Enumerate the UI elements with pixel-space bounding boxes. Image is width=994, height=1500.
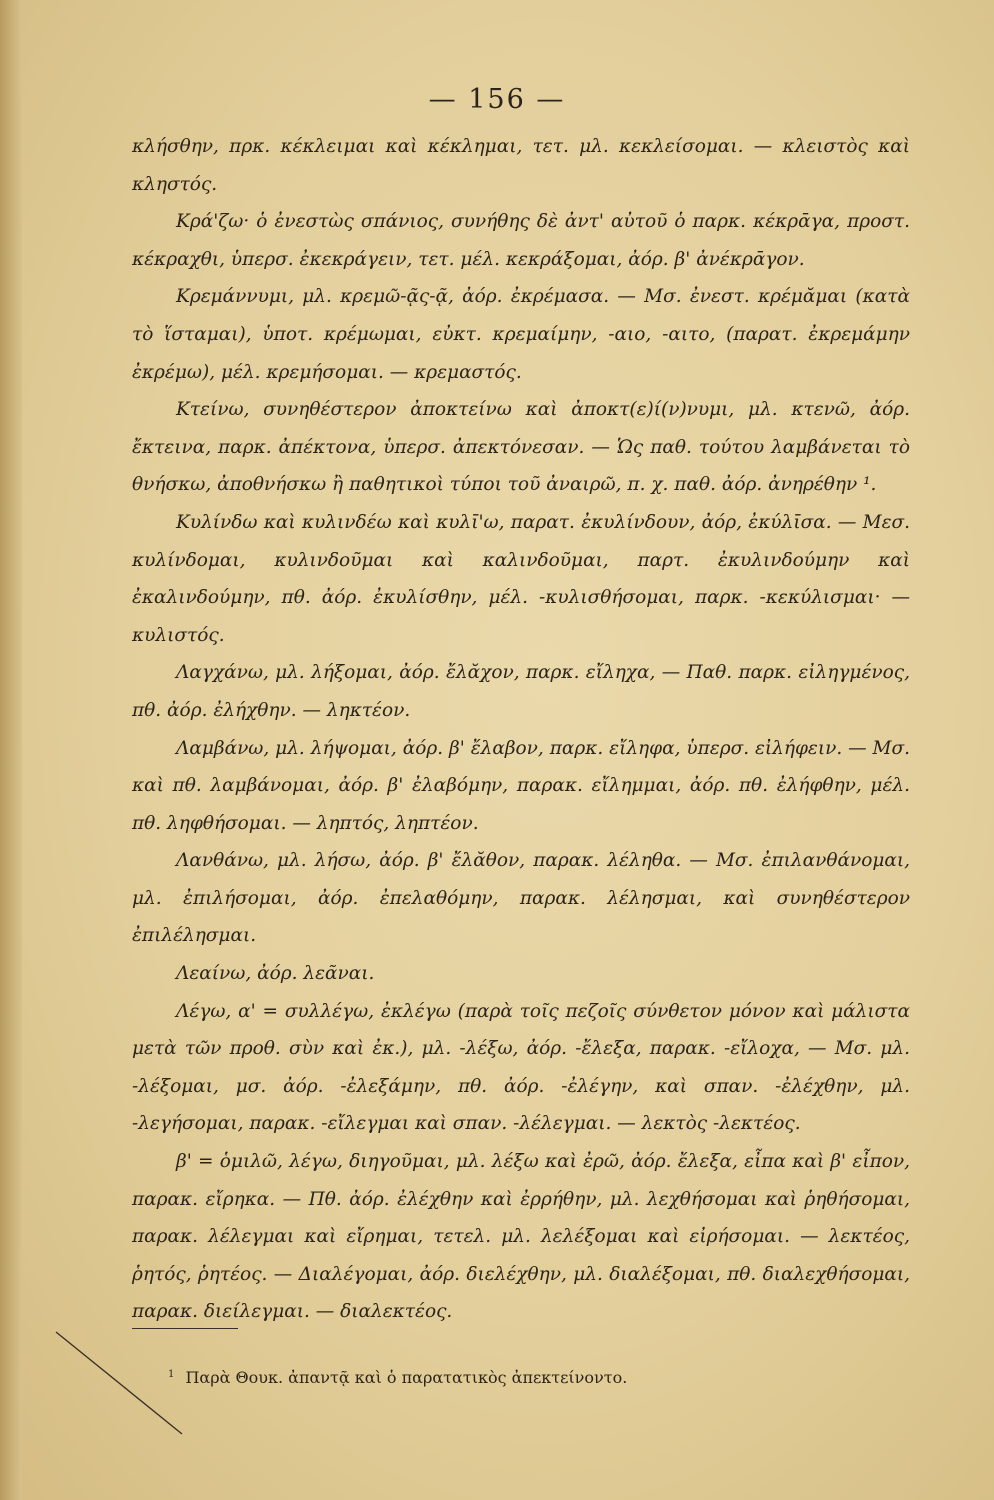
- body-text: [132, 128, 910, 1331]
- paragraph: Λεαίνω, ἀόρ. λεᾶναι.: [176, 963, 375, 985]
- footnote-text: Παρὰ Θουκ. ἀπαντᾷ καὶ ὁ παρατατικὸς ἀπεκτείνοντο.: [185, 1368, 628, 1387]
- paragraph: Κτείνω, συνηθέστερον ἀποκτείνω καὶ ἀποκτ(ε)ί(ν)νυμι, μλ. κτενῶ, ἀόρ. ἔκτεινα, παρκ. ἀπέκτονα, ὑπερσ. ἀπεκτόνεσαν. — Ὡς παθ. τούτου λαμβάνεται τὸ θνήσκω, ἀποθνήσκω ἢ παθητικοὶ τύποι τοῦ ἀναιρῶ, π. χ. παθ. ἀόρ. ἀνηρέθην ¹.: [132, 399, 910, 496]
- binding-gutter: [0, 0, 22, 1500]
- footnote: [168, 1368, 908, 1387]
- paragraph: Λαγχάνω, μλ. λήξομαι, ἀόρ. ἔλᾰχον, παρκ. εἴληχα, — Παθ. παρκ. εἰληγμένος, πθ. ἀόρ. ἐλήχθην. — ληκτέον.: [132, 662, 910, 721]
- paragraph: Λέγω, α' = συλλέγω, ἐκλέγω (παρὰ τοῖς πεζοῖς σύνθετον μόνον καὶ μάλιστα μετὰ τῶν προθ. σὺν καὶ ἐκ.), μλ. -λέξω, ἀόρ. -ἔλεξα, παρακ. -εἴλοχα, — Μσ. μλ. -λέξομαι, μσ. ἀόρ. -ἐλεξάμην, πθ. ἀόρ. -ἐλέγην, καὶ σπαν. -ἐλέχθην, μλ. -λεγήσομαι, παρακ. -εἴλεγμαι καὶ σπαν. -λέλεγμαι. — λεκτὸς -λεκτέος.: [132, 1000, 910, 1135]
- paragraph: Λανθάνω, μλ. λήσω, ἀόρ. β' ἔλᾰθον, παρακ. λέληθα. — Μσ. ἐπιλανθάνομαι, μλ. ἐπιλήσομαι, ἀόρ. ἐπελαθόμην, παρακ. λέλησμαι, καὶ συνηθέστερον ἐπιλέλησμαι.: [132, 850, 910, 947]
- paragraph: Λαμβάνω, μλ. λήψομαι, ἀόρ. β' ἔλαβον, παρκ. εἴληφα, ὑπερσ. εἰλήφειν. — Μσ. καὶ πθ. λαμβάνομαι, ἀόρ. β' ἐλαβόμην, παρακ. εἴλημμαι, ἀόρ. πθ. ἐλήφθην, μέλ. πθ. ληφθήσομαι. — ληπτός, ληπτέον.: [132, 737, 910, 834]
- footnote-marker: 1: [168, 1368, 175, 1380]
- footnote-divider: [132, 1328, 238, 1329]
- paragraph: β' = ὁμιλῶ, λέγω, διηγοῦμαι, μλ. λέξω καὶ ἐρῶ, ἀόρ. ἔλεξα, εἶπα καὶ β' εἶπον, παρακ. εἴρηκα. — Πθ. ἀόρ. ἐλέχθην καὶ ἐρρήθην, μλ. λεχθήσομαι καὶ ῥηθήσομαι, παρακ. λέλεγμαι καὶ εἴρημαι, τετελ. μλ. λελέξομαι καὶ εἰρήσομαι. — λεκτέος, ῥητός, ῥητέος. — Διαλέγομαι, ἀόρ. διελέχθην, μλ. διαλέξομαι, πθ. διαλεχθήσομαι, παρακ. διείλεγμαι. — διαλεκτέος.: [132, 1151, 910, 1323]
- paragraph: Κυλίνδω καὶ κυλινδέω καὶ κυλῑ'ω, παρατ. ἐκυλίνδουν, ἀόρ, ἐκύλῑσα. — Μεσ. κυλίνδομαι, κυλινδοῦμαι καὶ καλινδοῦμαι, παρτ. ἐκυλινδούμην καὶ ἐκαλινδούμην, πθ. ἀόρ. ἐκυλίσθην, μέλ. -κυλισθήσομαι, παρκ. -κεκύλισμαι· — κυλιστός.: [132, 511, 910, 646]
- paragraph: κλήσθην, πρκ. κέκλειμαι καὶ κέκλημαι, τετ. μλ. κεκλείσομαι. — κλειστὸς καὶ κληστός.: [132, 136, 910, 195]
- paragraph: Κρά'ζω· ὁ ἐνεστὼς σπάνιος, συνήθης δὲ ἀντ' αὐτοῦ ὁ παρκ. κέκρᾱγα, προστ. κέκραχθι, ὑπερσ. ἐκεκράγειν, τετ. μέλ. κεκράξομαι, ἀόρ. β' ἀνέκρᾱγον.: [132, 211, 910, 270]
- page-number: — 156 —: [428, 84, 566, 115]
- paragraph: Κρεμάννυμι, μλ. κρεμῶ-ᾷς-ᾷ, ἀόρ. ἐκρέμασα. — Μσ. ἐνεστ. κρέμᾰμαι (κατὰ τὸ ἵσταμαι), ὑποτ. κρέμωμαι, εὐκτ. κρεμαίμην, -αιο, -αιτο, (παρατ. ἐκρεμάμην ἐκρέμω), μέλ. κρεμήσομαι. — κρεμαστός.: [132, 286, 910, 383]
